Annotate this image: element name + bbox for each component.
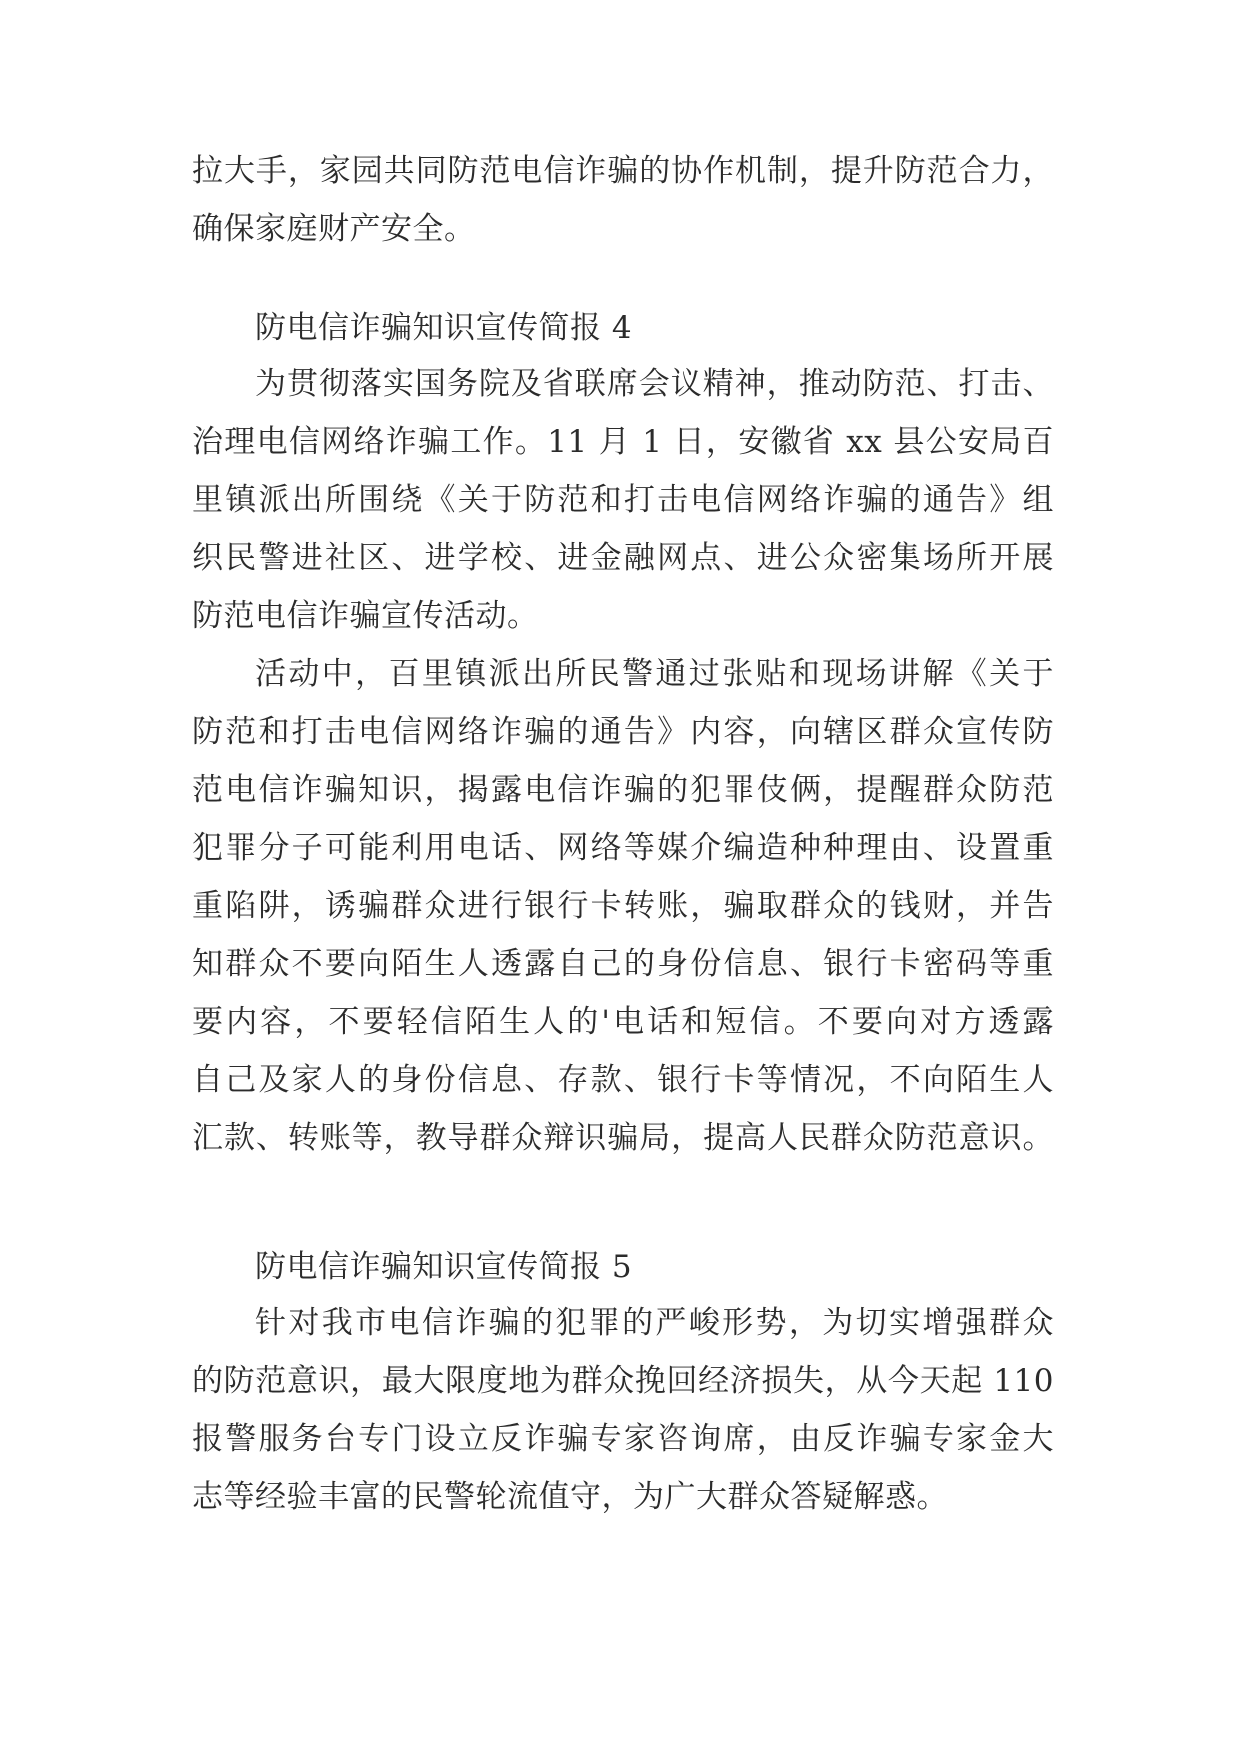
section-heading-5: [192, 1238, 1054, 1296]
text-line: 范电信诈骗知识，揭露电信诈骗的犯罪伎俩，提醒群众防范: [192, 772, 1054, 808]
text-line: 报警服务台专门设立反诈骗专家咨询席，由反诈骗专家金大: [192, 1421, 1054, 1457]
text-line: 知群众不要向陌生人透露自己的身份信息、银行卡密码等重: [192, 946, 1054, 982]
text-line: 织民警进社区、进学校、进金融网点、进公众密集场所开展: [192, 540, 1054, 576]
text-line: 为贯彻落实国务院及省联席会议精神，推动防范、打击、: [255, 366, 1054, 402]
section-heading-4: [192, 299, 1054, 357]
text-line: 防范电信诈骗宣传活动。: [192, 598, 539, 634]
text-line: 志等经验丰富的民警轮流值守，为广大群众答疑解惑。: [192, 1479, 948, 1515]
text-line: 的防范意识，最大限度地为群众挽回经济损失，从今天起 110: [192, 1363, 1054, 1399]
text-line: 自己及家人的身份信息、存款、银行卡等情况，不向陌生人: [192, 1062, 1054, 1098]
text-line: 汇款、转账等，教导群众辩识骗局，提高人民群众防范意识。: [192, 1120, 1054, 1156]
heading-text: 防电信诈骗知识宣传简报 5: [255, 1249, 633, 1285]
paragraph-intro-5: [192, 1294, 1054, 1526]
text-line: 确保家庭财产安全。: [192, 211, 476, 247]
text-line: 治理电信网络诈骗工作。11 月 1 日，安徽省 xx 县公安局百: [192, 424, 1054, 460]
paragraph-intro-4: [192, 355, 1054, 645]
paragraph-activity: [192, 645, 1054, 1167]
paragraph-continuation: [192, 142, 1054, 258]
text-line: 重陷阱，诱骗群众进行银行卡转账，骗取群众的钱财，并告: [192, 888, 1054, 924]
text-line: 犯罪分子可能利用电话、网络等媒介编造种种理由、设置重: [192, 830, 1054, 866]
text-line: 防范和打击电信网络诈骗的通告》内容，向辖区群众宣传防: [192, 714, 1054, 750]
text-line: 拉大手，家园共同防范电信诈骗的协作机制，提升防范合力，: [192, 153, 1054, 189]
text-line: 活动中，百里镇派出所民警通过张贴和现场讲解《关于: [255, 656, 1054, 692]
text-line: 要内容，不要轻信陌生人的'电话和短信。不要向对方透露: [192, 1004, 1054, 1040]
text-line: 针对我市电信诈骗的犯罪的严峻形势，为切实增强群众: [255, 1305, 1054, 1341]
text-line: 里镇派出所围绕《关于防范和打击电信网络诈骗的通告》组: [192, 482, 1054, 518]
heading-text: 防电信诈骗知识宣传简报 4: [255, 310, 633, 346]
